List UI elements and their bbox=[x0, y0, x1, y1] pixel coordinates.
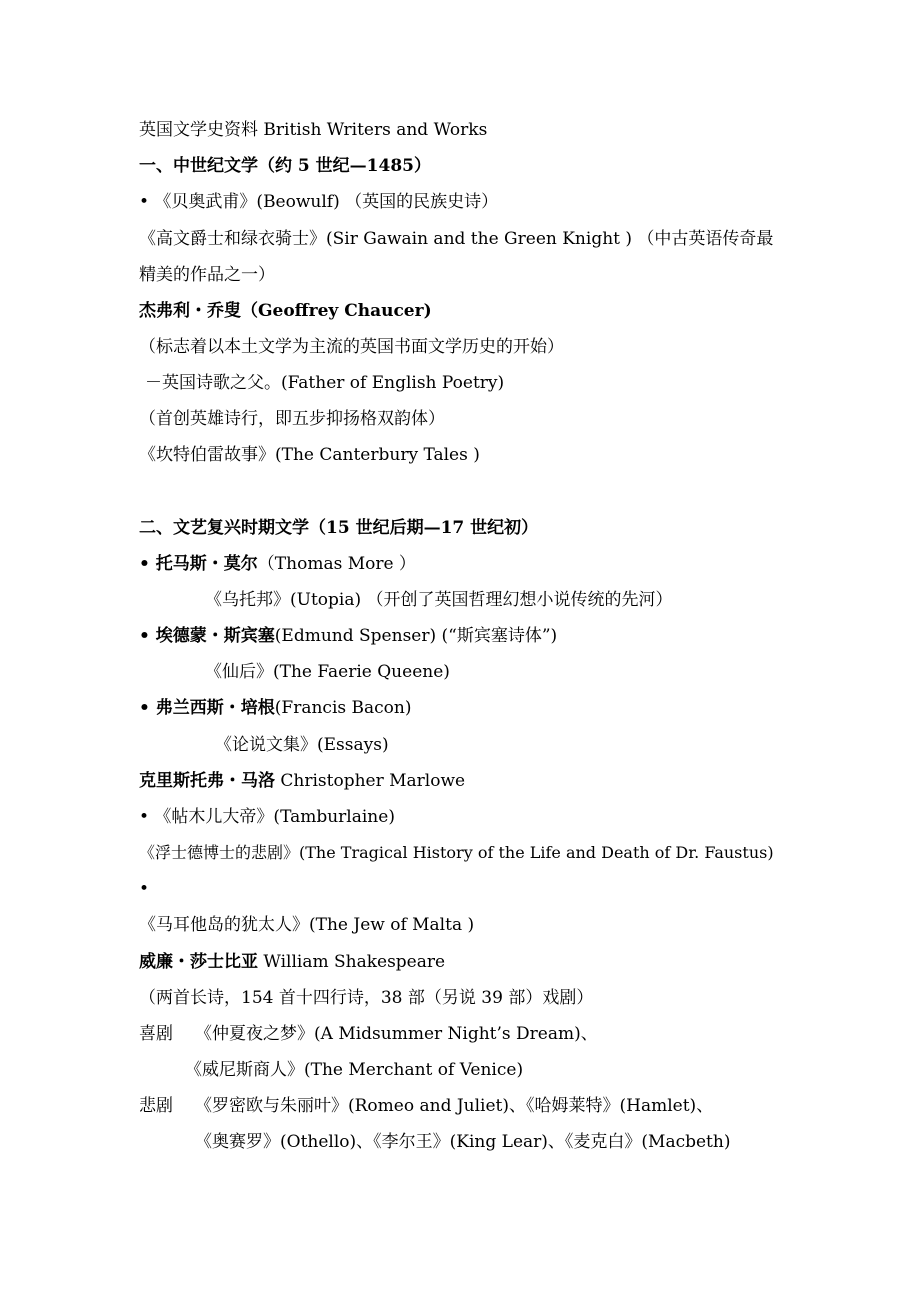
comedy-label: 喜剧 bbox=[139, 1024, 173, 1044]
comedy-line bbox=[139, 1022, 598, 1046]
shakespeare-english-name: William Shakespeare bbox=[258, 952, 446, 972]
section-heading-renaissance: 二、文艺复兴时期文学（15 世纪后期—17 世纪初） bbox=[139, 518, 539, 538]
document-title: 英国文学史资料 British Writers and Works bbox=[139, 120, 488, 140]
author-bacon bbox=[139, 696, 412, 720]
author-marlowe bbox=[139, 769, 465, 793]
more-english-name: （Thomas More ） bbox=[257, 554, 416, 574]
chaucer-note-1: （标志着以本土文学为主流的英国书面文学历史的开始） bbox=[139, 337, 564, 357]
section-heading-medieval: 一、中世纪文学（约 5 世纪—1485） bbox=[139, 156, 431, 176]
marlowe-work-jew-of-malta: 《马耳他岛的犹太人》(The Jew of Malta ) bbox=[139, 915, 475, 935]
tragedy-line bbox=[139, 1094, 713, 1118]
bacon-work: 《论说文集》(Essays) bbox=[215, 735, 389, 755]
tragedy-works-1: 《罗密欧与朱丽叶》(Romeo and Juliet)、《哈姆莱特》(Hamlet)、 bbox=[195, 1096, 714, 1116]
marlowe-work-faustus: 《浮士德博士的悲剧》(The Tragical History of the Life and Death of Dr. Faustus) bbox=[139, 843, 774, 862]
author-more bbox=[139, 552, 416, 576]
spenser-work: 《仙后》(The Faerie Queene) bbox=[205, 662, 450, 682]
shakespeare-note: （两首长诗，154 首十四行诗，38 部（另说 39 部）戏剧） bbox=[139, 988, 594, 1008]
marlowe-work-tamburlaine: • 《帖木儿大帝》(Tamburlaine) bbox=[139, 807, 395, 827]
marlowe-name: 克里斯托弗・马洛 bbox=[139, 771, 275, 791]
shakespeare-name: 威廉・莎士比亚 bbox=[139, 952, 258, 972]
entry-gawain: 《高文爵士和绿衣骑士》(Sir Gawain and the Green Knight ) （中古英语传奇最 bbox=[139, 229, 774, 249]
bacon-name: • 弗兰西斯・培根 bbox=[139, 698, 275, 718]
comedy-work-midsummer: 《仲夏夜之梦》(A Midsummer Night’s Dream)、 bbox=[195, 1024, 598, 1044]
comedy-work-merchant: 《威尼斯商人》(The Merchant of Venice) bbox=[185, 1060, 524, 1080]
tragedy-label: 悲剧 bbox=[139, 1096, 173, 1116]
author-spenser bbox=[139, 624, 557, 648]
chaucer-work: 《坎特伯雷故事》(The Canterbury Tales ) bbox=[139, 445, 480, 465]
spenser-name: • 埃德蒙・斯宾塞 bbox=[139, 626, 275, 646]
chaucer-note-2: －英国诗歌之父。(Father of English Poetry) bbox=[145, 373, 505, 393]
marlowe-english-name: Christopher Marlowe bbox=[275, 771, 466, 791]
bullet: • bbox=[139, 879, 150, 899]
more-name: • 托马斯・莫尔 bbox=[139, 554, 258, 574]
chaucer-note-3: （首创英雄诗行，即五步抑扬格双韵体） bbox=[139, 409, 445, 429]
tragedy-works-2: 《奥赛罗》(Othello)、《李尔王》(King Lear)、《麦克白》(Macbeth) bbox=[195, 1132, 731, 1152]
spenser-english-name: (Edmund Spenser) (“斯宾塞诗体”) bbox=[274, 626, 558, 646]
entry-gawain-continued: 精美的作品之一） bbox=[139, 265, 275, 285]
author-chaucer: 杰弗利・乔叟（Geoffrey Chaucer) bbox=[139, 301, 432, 321]
author-shakespeare bbox=[139, 950, 445, 974]
bacon-english-name: (Francis Bacon) bbox=[274, 698, 412, 718]
entry-beowulf: • 《贝奥武甫》(Beowulf) （英国的民族史诗） bbox=[139, 192, 499, 212]
more-work: 《乌托邦》(Utopia) （开创了英国哲理幻想小说传统的先河） bbox=[205, 590, 673, 610]
